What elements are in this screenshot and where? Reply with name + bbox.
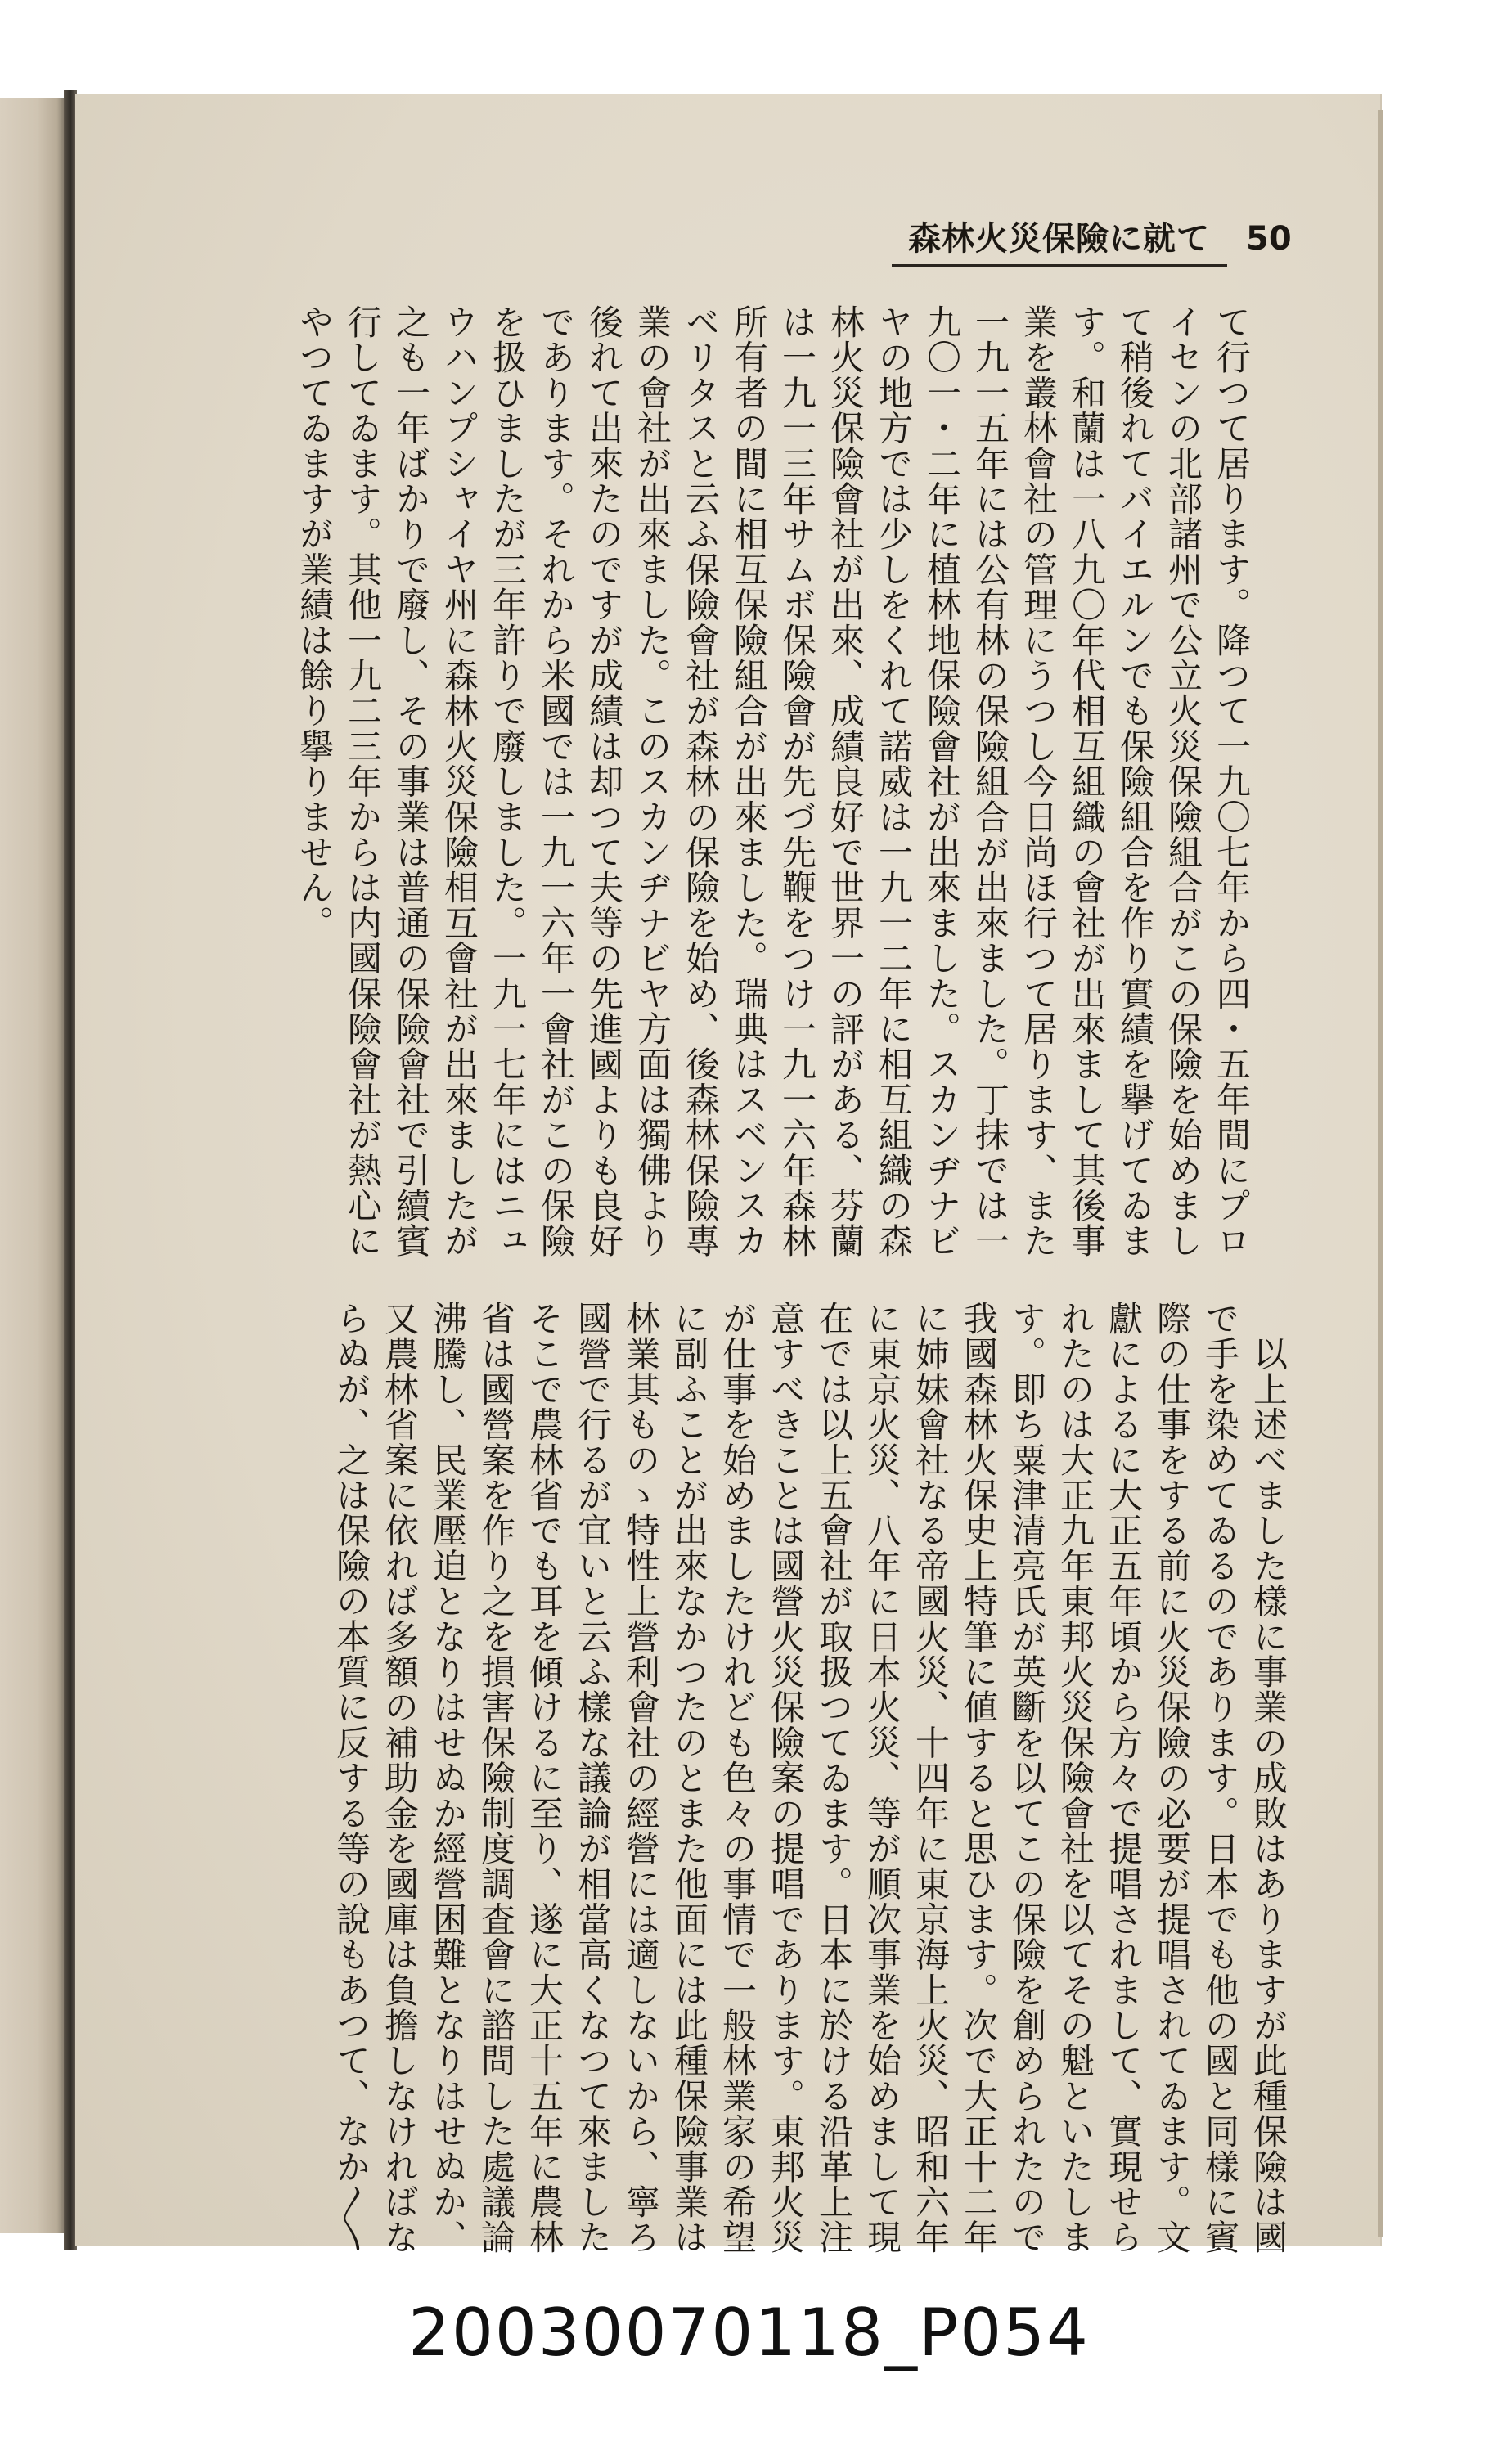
page-number: 50 bbox=[1246, 220, 1292, 258]
text-column: そこで農林省でも耳を傾けるに至り、遂に大正十五年に農林 bbox=[524, 1301, 565, 2255]
facing-page-edge bbox=[0, 98, 67, 2233]
text-column: す。和蘭は一八九〇年代相互組織の會社が出來まして其後事 bbox=[1067, 304, 1107, 1259]
text-column: 業を叢林會社の管理にうつし今日尚ほ行つて居ります、また bbox=[1019, 304, 1059, 1259]
text-column: 省は國營案を作り之を損害保險制度調査會に諮問した處議論 bbox=[476, 1301, 516, 2255]
text-column: れたのは大正九年東邦火災保險會社を以てその魁といたしま bbox=[1055, 1301, 1095, 2255]
text-column: て稍後れてバイエルンでも保險組合を作り實績を擧げてゐま bbox=[1115, 304, 1155, 1259]
text-column: 林業其ものゝ特性上營利會社の經營には適しないから、寧ろ bbox=[621, 1301, 661, 2255]
upper-text-block bbox=[184, 304, 1256, 1270]
text-column: 業の會社が出來ました。このスカンヂナビヤ方面は獨佛より bbox=[632, 304, 673, 1259]
text-column: は一九一三年サムボ保險會が先づ先鞭をつけ一九一六年森林 bbox=[777, 304, 817, 1259]
text-column: 以上述べました樣に事業の成敗はありますが此種保險は國 bbox=[1248, 1301, 1289, 2255]
text-column: が仕事を始めましたけれども色々の事情で一般林業家の希望 bbox=[718, 1301, 758, 2255]
text-column: 一九一五年には公有林の保險組合が出來ました。丁抹では一 bbox=[970, 304, 1010, 1259]
text-column: 我國森林火保史上特筆に値すると思ひます。次で大正十二年 bbox=[959, 1301, 999, 2255]
text-column: 九〇一・二年に植林地保險會社が出來ました。スカンヂナビ bbox=[922, 304, 962, 1259]
text-column: 在では以上五會社が取扱つてゐます。日本に於ける沿革上注 bbox=[814, 1301, 854, 2255]
text-column: 意すべきことは國營火災保險案の提唱であります。東邦火災 bbox=[766, 1301, 806, 2255]
text-column: 林火災保險會社が出來、成績良好で世界一の評がある、芬蘭 bbox=[825, 304, 866, 1259]
text-column: に副ふことが出來なかつたのとまた他面には此種保險事業は bbox=[669, 1301, 709, 2255]
running-head bbox=[908, 219, 1292, 259]
text-column: に東京火災、八年に日本火災、等が順次事業を始めまして現 bbox=[862, 1301, 902, 2255]
text-column: 國營で行るが宜いと云ふ樣な議論が相當高くなつて來ました bbox=[573, 1301, 613, 2255]
text-column: ヤの地方では少しをくれて諾威は一九一二年に相互組織の森 bbox=[874, 304, 914, 1259]
text-column: 獻によるに大正五年頃から方々で提唱されまして、實現せら bbox=[1104, 1301, 1144, 2255]
text-column: 所有者の間に相互保險組合が出來ました。瑞典はスベンスカ bbox=[729, 304, 769, 1259]
text-column: 沸騰し、民業壓迫となりはせぬか經營困難となりはせぬか、 bbox=[428, 1301, 468, 2255]
text-column: 又農林省案に依れば多額の補助金を國庫は負擔しなければな bbox=[380, 1301, 420, 2255]
text-column: で手を染めてゐるのであります。日本でも他の國と同樣に賓 bbox=[1200, 1301, 1240, 2255]
text-column: を扱ひましたが三年許りで廢しました。一九一七年にはニュ bbox=[488, 304, 528, 1259]
page-stack-edge bbox=[1378, 110, 1383, 2237]
text-column: 之も一年ばかりで廢し、その事業は普通の保險會社で引續賓 bbox=[391, 304, 431, 1259]
text-column: らぬが、之は保險の本質に反する等の說もあつて、なか〳〵 bbox=[331, 1301, 371, 2255]
text-column: であります。それから米國では一九一六年一會社がこの保險 bbox=[536, 304, 576, 1259]
text-column: イセンの北部諸州で公立火災保險組合がこの保險を始めまし bbox=[1163, 304, 1203, 1259]
text-column: ウハンプシャイヤ州に森林火災保險相互會社が出來ましたが bbox=[439, 304, 479, 1259]
running-title: 森林火災保險に就て bbox=[908, 219, 1210, 258]
header-rule bbox=[892, 264, 1227, 267]
text-column: す。即ち粟津清亮氏が英斷を以てこの保險を創められたので bbox=[1007, 1301, 1047, 2255]
text-column: て行つて居ります。降つて一九〇七年から四・五年間にプロ bbox=[1212, 304, 1252, 1259]
lower-text-block bbox=[184, 1301, 1293, 2255]
text-column: ベリタスと云ふ保險會社が森林の保險を始め、後森林保險專 bbox=[681, 304, 721, 1259]
text-column: に姉妹會社なる帝國火災、十四年に東京海上火災、昭和六年 bbox=[911, 1301, 951, 2255]
text-column: 際の仕事をする前に火災保險の必要が提唱されてゐます。文 bbox=[1152, 1301, 1192, 2255]
archive-id-caption: 20030070118_P054 bbox=[408, 2295, 1090, 2371]
text-column: 行してゐます。其他一九二三年からは内國保險會社が熱心に bbox=[343, 304, 383, 1259]
text-column: やつてゐますが業績は餘り擧りません。 bbox=[295, 304, 335, 941]
text-column: 後れて出來たのですが成績は却つて夫等の先進國よりも良好 bbox=[584, 304, 624, 1259]
